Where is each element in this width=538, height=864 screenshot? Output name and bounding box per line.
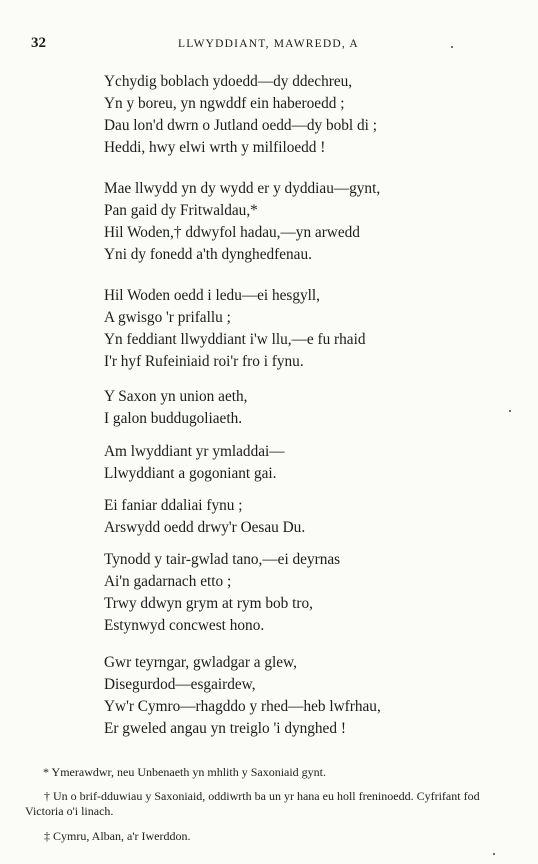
verse-line: Dau lon'd dwrn o Jutland oedd—dy bobl di ; [104,117,377,134]
footnote-3: ‡ Cymru, Alban, a'r Iwerddon. [44,829,191,843]
verse-line: Yni dy fonedd a'th dynghedfenau. [104,246,312,263]
scan-speck [451,46,453,48]
verse-line: Heddi, hwy elwi wrth y milfiloedd ! [104,139,326,156]
verse-line: Ai'n gadarnach etto ; [104,573,232,590]
stanza-6 [104,495,305,539]
verse-line: Mae llwydd yn dy wydd er y dyddiau—gynt, [104,180,381,197]
verse-line: Yw'r Cymro—rhagddo y rhed—heb lwfrhau, [104,698,381,715]
verse-line: I galon buddugoliaeth. [104,410,243,427]
verse-line: Yn y boreu, yn ngwddf ein haberoedd ; [104,95,345,112]
verse-line: A gwisgo 'r prifallu ; [104,309,231,326]
verse-line: Arswydd oedd drwy'r Oesau Du. [104,519,306,536]
verse-line: Ei faniar ddaliai fynu ; [104,497,243,514]
running-head: LLWYDDIANT, MAWREDD, A [178,38,359,50]
verse-line: I'r hyf Rufeiniaid roi'r fro i fynu. [104,353,304,370]
stanza-3 [104,285,365,373]
verse-line: Gwr teyrngar, gwladgar a glew, [104,654,297,671]
verse-line: Trwy ddwyn grym at rym bob tro, [104,595,313,612]
scan-speck [509,410,511,412]
stanza-2 [104,178,380,266]
scan-speck [493,853,495,855]
verse-line: Y Saxon yn union aeth, [104,388,248,405]
footnote-2: † Un o brif-dduwiau y Saxoniaid, oddiwrth ba un yr hana eu holl freninoedd. Cyfrifant fod Victoria o'i linach. [25,789,480,818]
verse-line: Hil Woden oedd i ledu—ei hesgyll, [104,287,321,304]
page-number: 32 [31,35,46,51]
verse-line: Er gweled angau yn treiglo 'i dynghed ! [104,720,346,737]
stanza-5 [104,441,285,485]
verse-line: Tynodd y tair-gwlad tano,—ei deyrnas [104,551,341,568]
stanza-8 [104,652,381,740]
verse-line: Estynwyd concwest hono. [104,617,265,634]
verse-line: Llwyddiant a gogoniant gai. [104,465,277,482]
verse-line: Yn feddiant llwyddiant i'w llu,—e fu rhaid [104,331,366,348]
verse-line: Pan gaid dy Fritwaldau,* [104,202,258,219]
footnotes [25,765,520,844]
stanza-4 [104,386,247,430]
footnote-1: * Ymerawdwr, neu Unbenaeth yn mhlith y Saxoniaid gynt. [43,765,327,779]
verse-line: Hil Woden,† ddwyfol hadau,—yn arwedd [104,224,360,241]
verse-line: Disegurdod—esgairdew, [104,676,256,693]
verse-line: Ychydig boblach ydoedd—dy ddechreu, [104,73,353,90]
verse-line: Am lwyddiant yr ymladdai— [104,443,285,460]
stanza-7 [104,549,340,637]
stanza-1 [104,71,377,159]
